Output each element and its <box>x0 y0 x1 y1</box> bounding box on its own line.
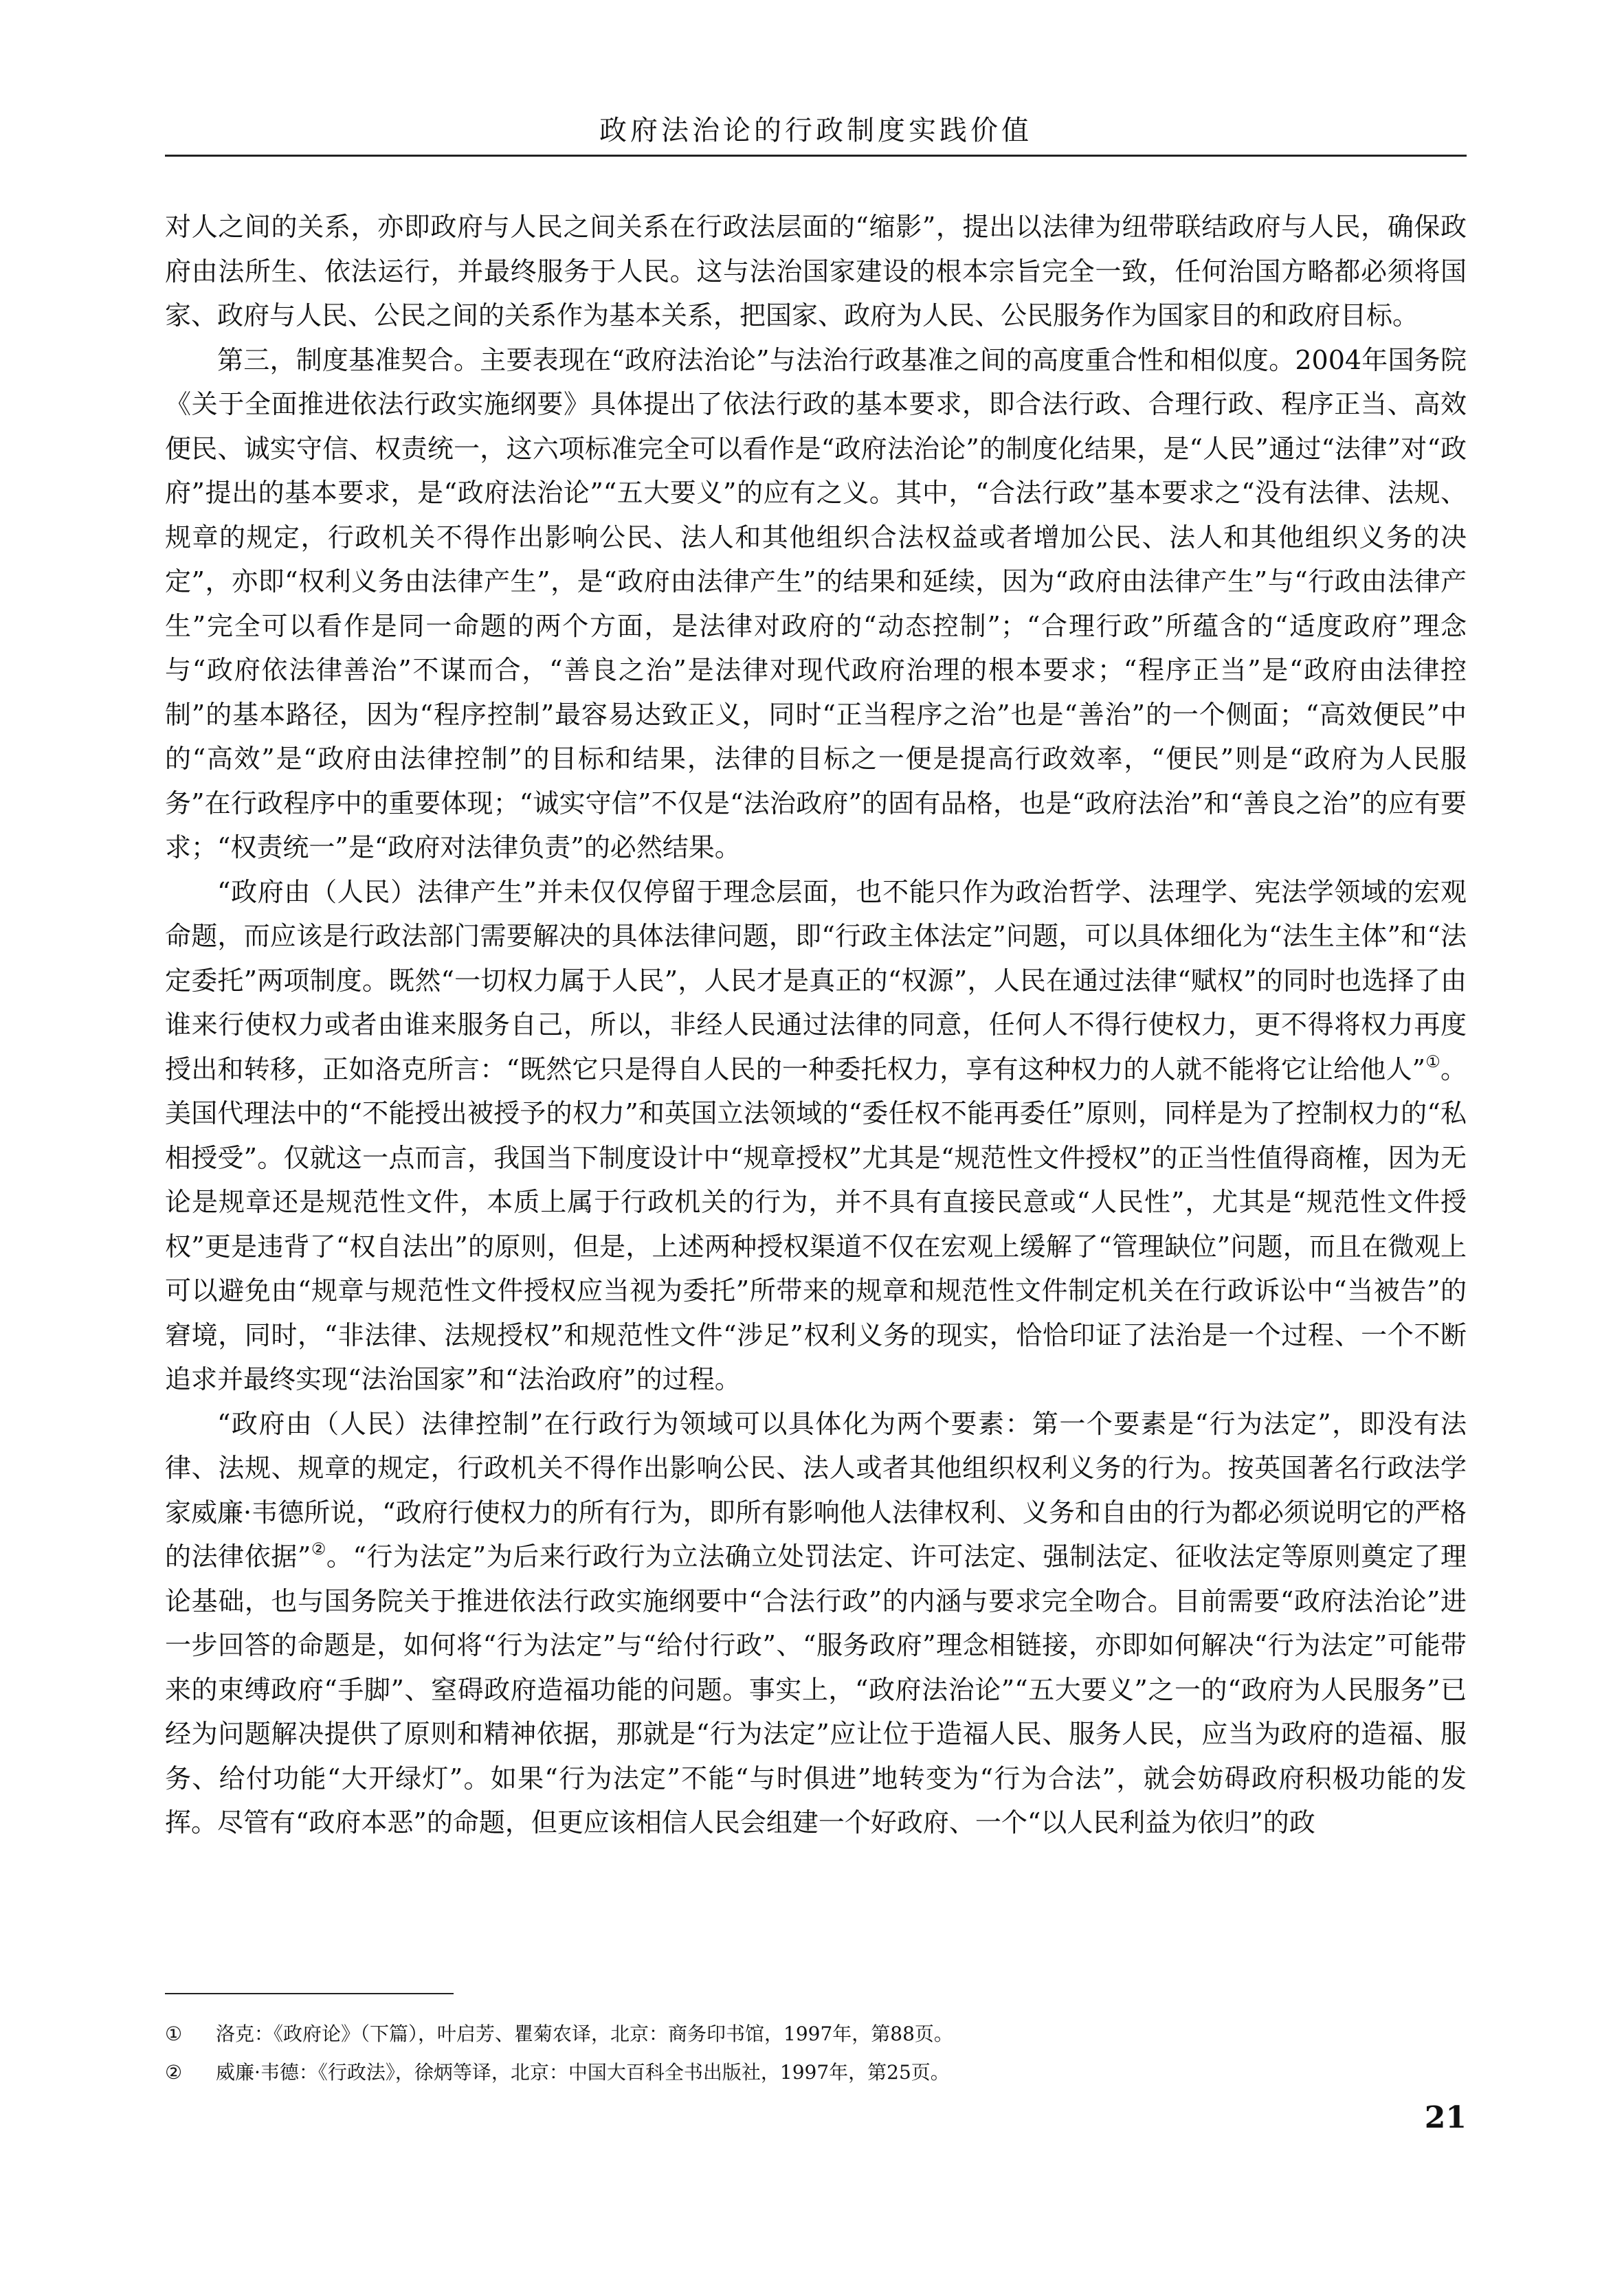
footnote-mark: ① <box>165 2022 183 2045</box>
body-text <box>165 205 1467 1845</box>
paragraph: 对人之间的关系，亦即政府与人民之间关系在行政法层面的“缩影”，提出以法律为纽带联结政府与人民，确保政府由法所生、依法运行，并最终服务于人民。这与法治国家建设的根本宗旨完全一致，任何治国方略都必须将国家、政府与人民、公民之间的关系作为基本关系，把国家、政府为人民、公民服务作为国家目的和政府目标。 <box>165 212 1467 331</box>
page-number: 21 <box>1424 2100 1467 2135</box>
paragraph <box>165 870 1467 1402</box>
footnotes <box>165 2015 1467 2092</box>
paragraph <box>165 1402 1467 1845</box>
paragraph-text: “政府由（人民）法律控制”在行政行为领域可以具体化为两个要素：第一个要素是“行为法定”，即没有法律、法规、规章的规定，行政机关不得作出影响公民、法人或者其他组织权利义务的行为。按英国著名行政法学家威廉·韦德所说，“政府行使权力的所有行为，即所有影响他人法律权利、义务和自由的行为都必须说明它的严格的法律依据” <box>165 1408 1467 1572</box>
footnote-ref-1: ① <box>1425 1051 1441 1071</box>
footnote-mark: ② <box>165 2061 183 2084</box>
footnote <box>165 2053 1467 2092</box>
footnote-text: 洛克：《政府论》（下篇），叶启芳、瞿菊农译，北京：商务印书馆，1997年，第88页。 <box>216 2022 953 2045</box>
paragraph-text: “政府由（人民）法律产生”并未仅仅停留于理念层面，也不能只作为政治哲学、法理学、宪法学领域的宏观命题，而应该是行政法部门需要解决的具体法律问题，即“行政主体法定”问题，可以具体细化为“法生主体”和“法定委托”两项制度。既然“一切权力属于人民”，人民才是真正的“权源”，人民在通过法律“赋权”的同时也选择了由谁来行使权力或者由谁来服务自己，所以，非经人民通过法律的同意，任何人不得行使权力，更不得将权力再度授出和转移，正如洛克所言：“既然它只是得自人民的一种委托权力，享有这种权力的人就不能将它让给他人” <box>165 876 1467 1084</box>
header-rule <box>165 155 1467 157</box>
paragraph-text: 。“行为法定”为后来行政行为立法确立处罚法定、许可法定、强制法定、征收法定等原则奠定了理论基础，也与国务院关于推进依法行政实施纲要中“合法行政”的内涵与要求完全吻合。目前需要“政府法治论”进一步回答的命题是，如何将“行为法定”与“给付行政”、“服务政府”理念相链接，亦即如何解决“行为法定”可能带来的束缚政府“手脚”、窒碍政府造福功能的问题。事实上，“政府法治论”“五大要义”之一的“政府为人民服务”已经为问题解决提供了原则和精神依据，那就是“行为法定”应让位于造福人民、服务人民，应当为政府的造福、服务、给付功能“大开绿灯”。如果“行为法定”不能“与时俱进”地转变为“行为合法”，就会妨碍政府积极功能的发挥。尽管有“政府本恶”的命题，但更应该相信人民会组建一个好政府、一个“以人民利益为依归”的政 <box>165 1541 1467 1838</box>
footnote-text: 威廉·韦德：《行政法》，徐炳等译，北京：中国大百科全书出版社，1997年，第25页。 <box>216 2061 950 2084</box>
running-head: 政府法治论的行政制度实践价值 <box>599 115 1032 146</box>
paragraph-text: 。美国代理法中的“不能授出被授予的权力”和英国立法领域的“委任权不能再委任”原则，同样是为了控制权力的“私相授受”。仅就这一点而言，我国当下制度设计中“规章授权”尤其是“规范性文件授权”的正当性值得商榷，因为无论是规章还是规范性文件，本质上属于行政机关的行为，并不具有直接民意或“人民性”，尤其是“规范性文件授权”更是违背了“权自法出”的原则，但是，上述两种授权渠道不仅在宏观上缓解了“管理缺位”问题，而且在微观上可以避免由“规章与规范性文件授权应当视为委托”所带来的规章和规范性文件制定机关在行政诉讼中“当被告”的窘境，同时，“非法律、法规授权”和规范性文件“涉足”权利义务的现实，恰恰印证了法治是一个过程、一个不断追求并最终实现“法治国家”和“法治政府”的过程。 <box>165 1054 1467 1394</box>
footnote <box>165 2015 1467 2053</box>
paragraph: 第三，制度基准契合。主要表现在“政府法治论”与法治行政基准之间的高度重合性和相似度。2004年国务院《关于全面推进依法行政实施纲要》具体提出了依法行政的基本要求，即合法行政、合理行政、程序正当、高效便民、诚实守信、权责统一，这六项标准完全可以看作是“政府法治论”的制度化结果，是“人民”通过“法律”对“政府”提出的基本要求，是“政府法治论”“五大要义”的应有之义。其中，“合法行政”基本要求之“没有法律、法规、规章的规定，行政机关不得作出影响公民、法人和其他组织合法权益或者增加公民、法人和其他组织义务的决定”，亦即“权利义务由法律产生”，是“政府由法律产生”的结果和延续，因为“政府由法律产生”与“行政由法律产生”完全可以看作是同一命题的两个方面，是法律对政府的“动态控制”；“合理行政”所蕴含的“适度政府”理念与“政府依法律善治”不谋而合，“善良之治”是法律对现代政府治理的根本要求；“程序正当”是“政府由法律控制”的基本路径，因为“程序控制”最容易达致正义，同时“正当程序之治”也是“善治”的一个侧面；“高效便民”中的“高效”是“政府由法律控制”的目标和结果，法律的目标之一便是提高行政效率，“便民”则是“政府为人民服务”在行政程序中的重要体现；“诚实守信”不仅是“法治政府”的固有品格，也是“政府法治”和“善良之治”的应有要求；“权责统一”是“政府对法律负责”的必然结果。 <box>165 344 1467 862</box>
footnote-ref-2: ② <box>311 1539 326 1559</box>
footnote-rule <box>165 1993 454 1994</box>
